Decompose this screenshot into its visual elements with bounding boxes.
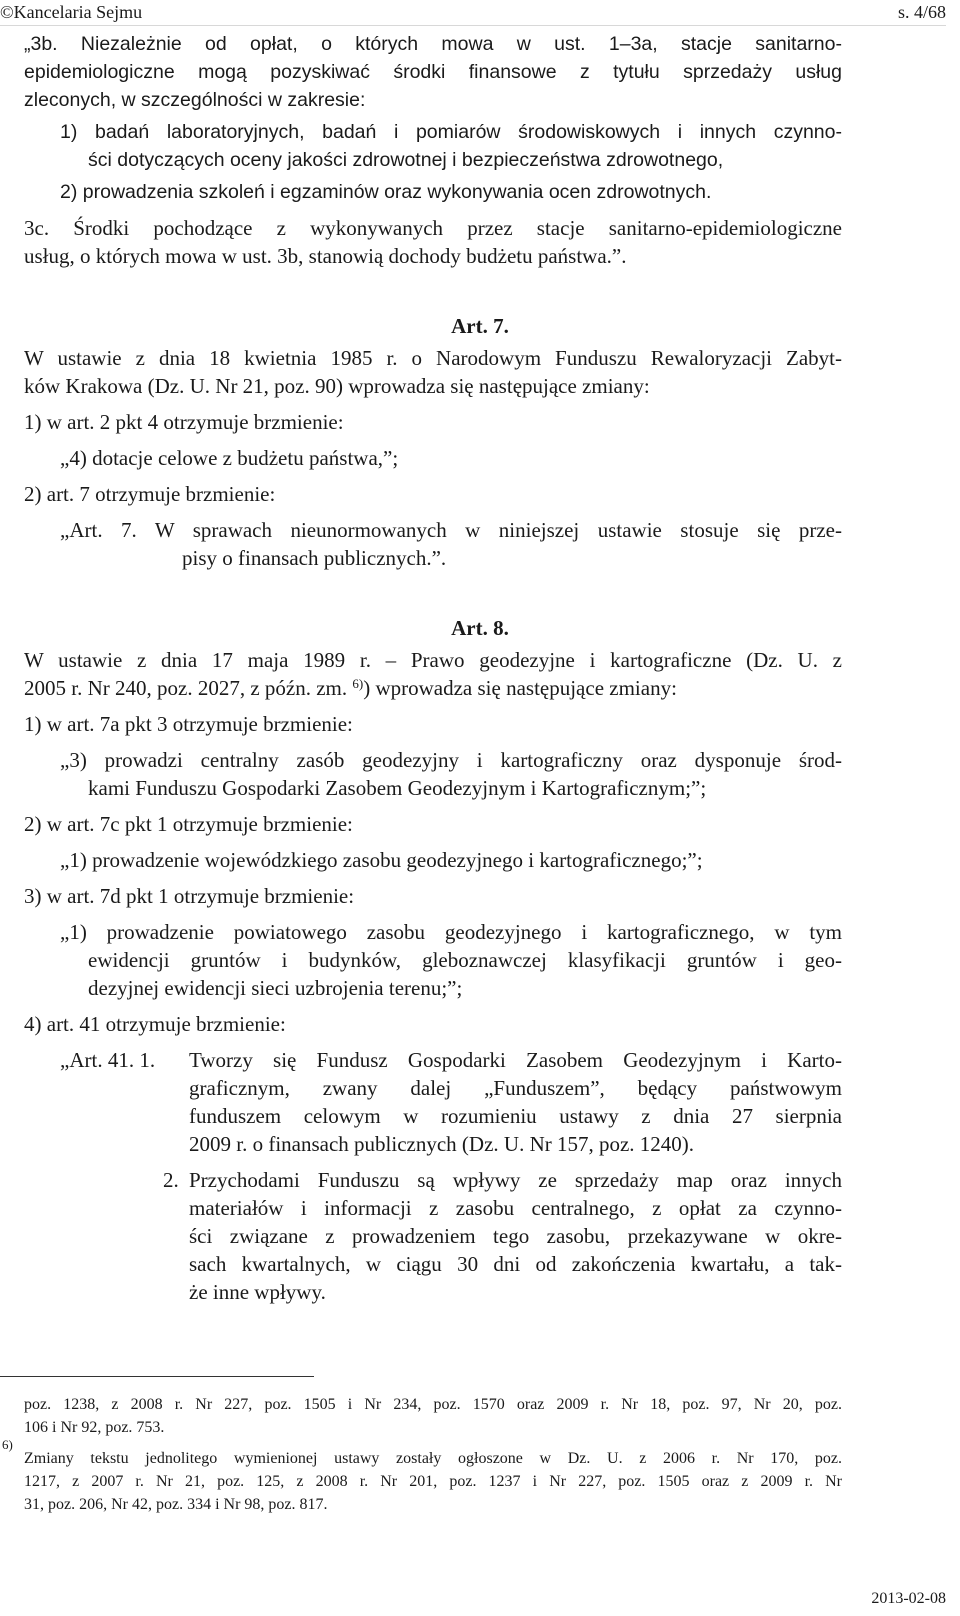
text-line: 2.	[163, 1168, 179, 1192]
footnote-ref: 6)	[352, 676, 364, 691]
text-line: zleconych, w szczególności w zakresie:	[24, 89, 366, 111]
text-line: 3) w art. 7d pkt 1 otrzymuje brzmienie:	[24, 884, 355, 908]
text-line: graficznym, zwany dalej „Funduszem”, będący państwowym	[189, 1076, 842, 1100]
text-line: 4) art. 41 otrzymuje brzmienie:	[24, 1012, 286, 1036]
footnote-line: poz. 1238, z 2008 r. Nr 227, poz. 1505 i Nr 234, poz. 1570 oraz 2009 r. Nr 18, poz. 97, Nr 20, poz.	[24, 1396, 842, 1413]
text-line: kami Funduszu Gospodarki Zasobem Geodezyjnym i Kartograficznym;”;	[88, 776, 707, 800]
article-heading: Art. 7.	[451, 314, 509, 338]
text-line: usług, o których mowa w ust. 3b, stanowią dochody budżetu państwa.”.	[24, 244, 627, 268]
text-line: 1) w art. 7a pkt 3 otrzymuje brzmienie:	[24, 712, 353, 736]
text-line: ści związane z prowadzeniem tego zasobu, przekazywane w okre-	[189, 1224, 842, 1248]
header-source: ©Kancelaria Sejmu	[0, 2, 143, 22]
text-line: 1) badań laboratoryjnych, badań i pomiarów środowiskowych i innych czynno-	[60, 121, 842, 143]
text-line: „Art. 41. 1.	[60, 1048, 156, 1072]
text-line: 2) art. 7 otrzymuje brzmienie:	[24, 482, 276, 506]
text-line: 2009 r. o finansach publicznych (Dz. U. Nr 157, poz. 1240).	[189, 1132, 695, 1156]
text-line: „1) prowadzenie wojewódzkiego zasobu geodezyjnego i kartograficznego;”;	[60, 848, 703, 872]
text-fragment: ) wprowadza się następujące zmiany:	[363, 676, 677, 700]
text-line: 1) w art. 2 pkt 4 otrzymuje brzmienie:	[24, 410, 344, 434]
text-line: 2) w art. 7c pkt 1 otrzymuje brzmienie:	[24, 812, 353, 836]
footnote-line: 106 i Nr 92, poz. 753.	[24, 1419, 165, 1436]
document-date: 2013-02-08	[871, 1590, 946, 1607]
text-line: ści dotyczących oceny jakości zdrowotnej i bezpieczeństwa zdrowotnego,	[88, 149, 724, 171]
text-line: ków Krakowa (Dz. U. Nr 21, poz. 90) wprowadza się następujące zmiany:	[24, 374, 650, 398]
text-line: że inne wpływy.	[189, 1280, 326, 1304]
footnote-line: 1217, z 2007 r. Nr 21, poz. 125, z 2008 r. Nr 201, poz. 1237 i Nr 227, poz. 1505 oraz z 2009 r. Nr	[24, 1473, 842, 1490]
footnote-marker	[2, 1437, 13, 1462]
text-fragment: 2005 r. Nr 240, poz. 2027, z późn. zm.	[24, 676, 348, 700]
text-line: pisy o finansach publicznych.”.	[182, 546, 447, 570]
footnote-line: Zmiany tekstu jednolitego wymienionej ustawy zostały ogłoszone w Dz. U. z 2006 r. Nr 170, poz.	[24, 1450, 842, 1467]
page-number: s. 4/68	[897, 2, 946, 22]
text-line: „Art. 7. W sprawach nieunormowanych w niniejszej ustawie stosuje się prze-	[60, 518, 842, 542]
text-line: Przychodami Funduszu są wpływy ze sprzedaży map oraz innych	[189, 1168, 842, 1192]
text-line: 2) prowadzenia szkoleń i egzaminów oraz wykonywania ocen zdrowotnych.	[60, 181, 712, 203]
footnote-separator	[0, 1376, 314, 1377]
text-line: „4) dotacje celowe z budżetu państwa,”;	[60, 446, 399, 470]
text-line: materiałów i informacji z zasobu centralnego, z opłat za czynno-	[189, 1196, 842, 1220]
text-line: „1) prowadzenie powiatowego zasobu geodezyjnego i kartograficznego, w tym	[60, 920, 842, 944]
text-line: dezyjnej ewidencji sieci uzbrojenia terenu;”;	[88, 976, 463, 1000]
text-line: funduszem celowym w rozumieniu ustawy z dnia 27 sierpnia	[189, 1104, 842, 1128]
text-line: „3b. Niezależnie od opłat, o których mowa w ust. 1–3a, stacje sanitarno-	[24, 33, 842, 55]
text-line: „3) prowadzi centralny zasób geodezyjny i kartograficzny oraz dysponuje środ-	[60, 748, 842, 772]
text-line: ewidencji gruntów i budynków, gleboznawczej klasyfikacji gruntów i geo-	[88, 948, 842, 972]
footnote-number: 6)	[2, 1437, 13, 1452]
text-line: sach kwartalnych, w ciągu 30 dni od zakończenia kwartału, a tak-	[189, 1252, 842, 1276]
text-line: W ustawie z dnia 17 maja 1989 r. – Prawo geodezyjne i kartograficzne (Dz. U. z	[24, 648, 842, 672]
text-line: epidemiologiczne mogą pozyskiwać środki finansowe z tytułu sprzedaży usług	[24, 61, 842, 83]
text-line: Tworzy się Fundusz Gospodarki Zasobem Geodezyjnym i Karto-	[189, 1048, 842, 1072]
header-divider	[0, 25, 946, 26]
text-line	[24, 674, 677, 702]
text-line: W ustawie z dnia 18 kwietnia 1985 r. o Narodowym Funduszu Rewaloryzacji Zabyt-	[24, 346, 842, 370]
article-heading: Art. 8.	[451, 616, 509, 640]
text-line: 3c. Środki pochodzące z wykonywanych przez stacje sanitarno-epidemiologiczne	[24, 216, 842, 240]
footnote-line: 31, poz. 206, Nr 42, poz. 334 i Nr 98, poz. 817.	[24, 1496, 328, 1513]
